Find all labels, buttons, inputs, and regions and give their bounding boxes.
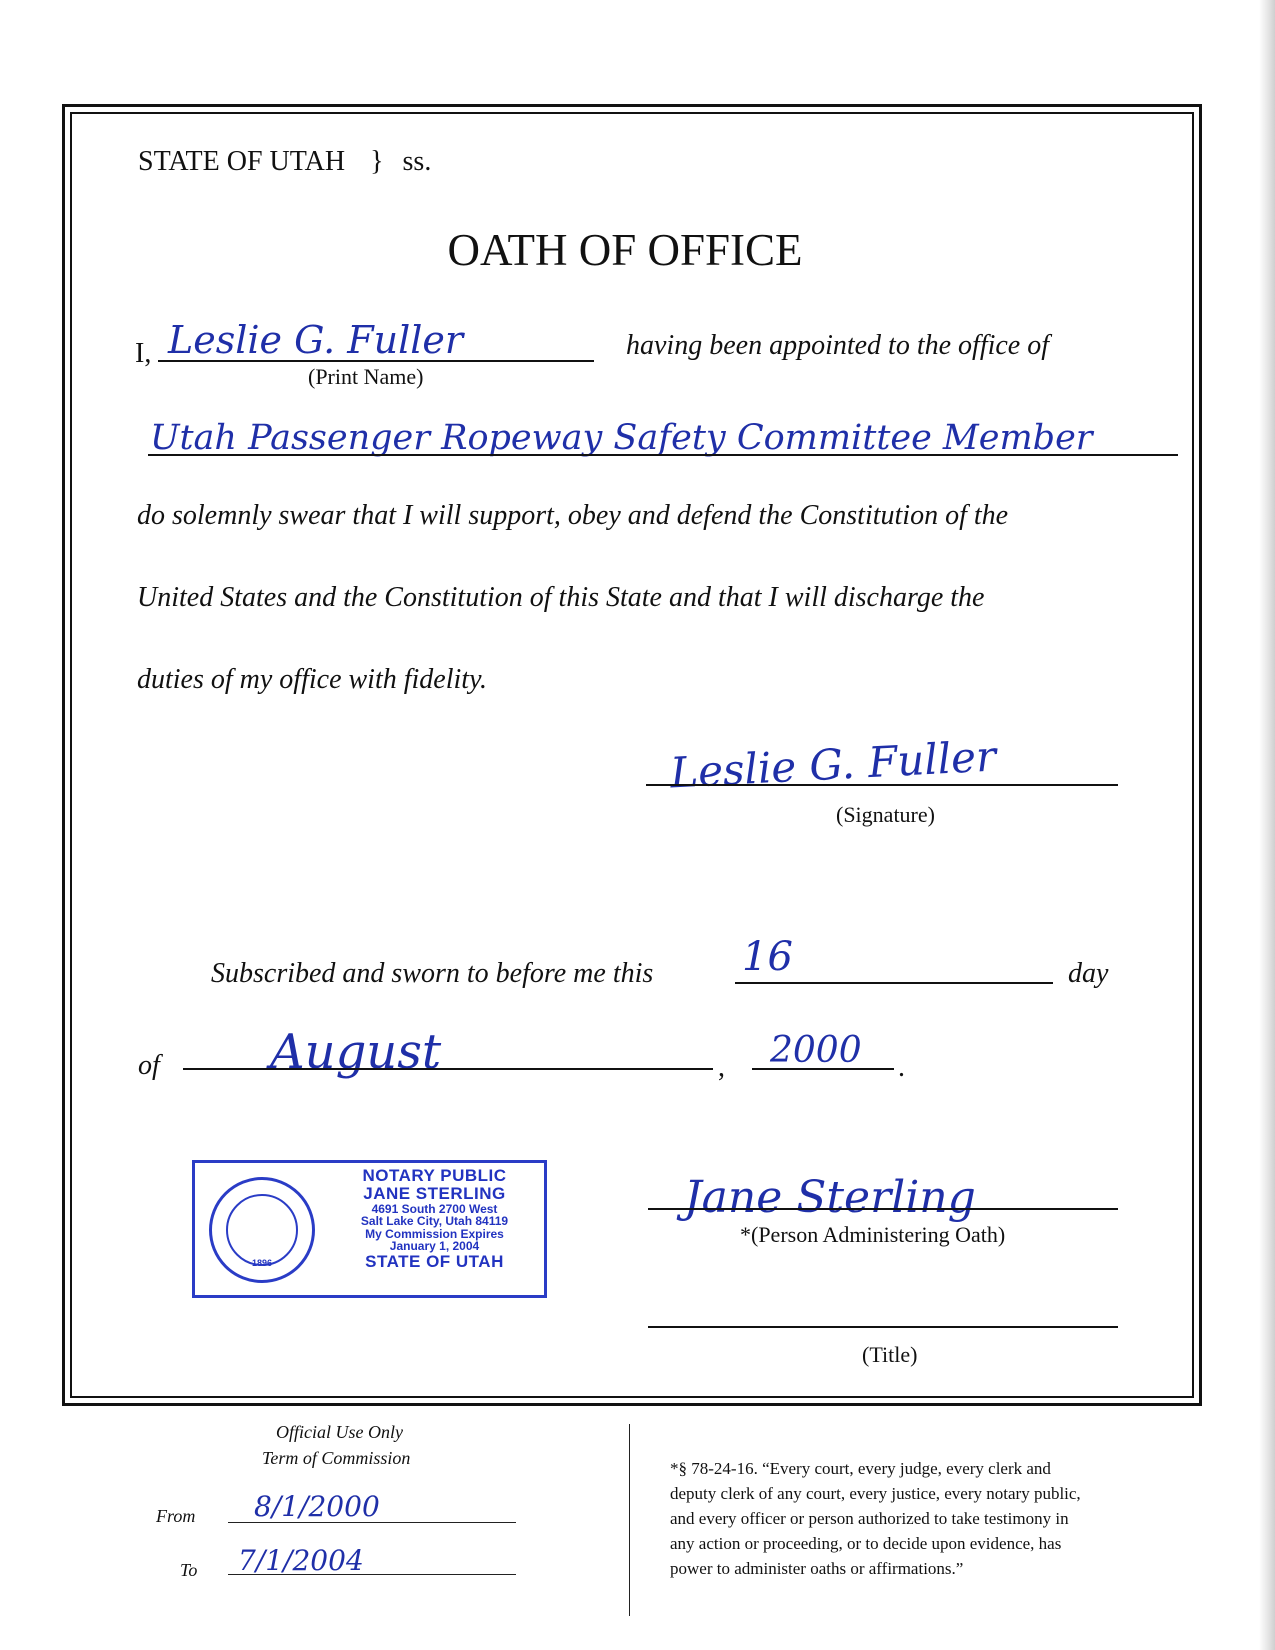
year-line: [752, 1068, 894, 1070]
seal-year: 1896: [251, 1258, 273, 1268]
name-line: [158, 360, 594, 362]
stamp-line-3: 4691 South 2700 West: [371, 1201, 498, 1216]
day-line: [735, 982, 1053, 984]
to-label: To: [180, 1560, 198, 1580]
to-value: 7/1/2004: [238, 1544, 364, 1577]
seal-emblem: [226, 1194, 298, 1266]
footnote-line-5: power to administer oaths or affirmations.”: [670, 1559, 964, 1578]
ss-label: ss.: [402, 146, 432, 177]
state-label: STATE OF UTAH: [138, 146, 346, 177]
signature-caption: (Signature): [836, 802, 935, 827]
stamp-line-1: NOTARY PUBLIC: [362, 1166, 507, 1185]
notary-stamp: [192, 1160, 547, 1298]
oath-signature: Leslie G. Fuller: [668, 731, 998, 798]
official-use-heading: Official Use Only: [276, 1422, 403, 1442]
footnote-line-1: *§ 78-24-16. “Every court, every judge, every clerk and: [670, 1459, 1051, 1478]
bottom-divider: [629, 1424, 630, 1616]
page-title: OATH OF OFFICE: [447, 225, 803, 275]
from-label: From: [156, 1506, 196, 1526]
day-value: 16: [742, 934, 793, 980]
month-value: August: [270, 1024, 442, 1080]
footnote-line-3: and every officer or person authorized to take testimony in: [670, 1509, 1069, 1528]
statute-footnote: [670, 1456, 1081, 1581]
month-comma: ,: [718, 1052, 725, 1083]
administering-caption: *(Person Administering Oath): [740, 1222, 1006, 1247]
year-period: .: [898, 1052, 905, 1083]
day-word: day: [1068, 958, 1109, 989]
stamp-text: [327, 1167, 542, 1271]
title-line: [648, 1326, 1118, 1328]
signature-line: [646, 784, 1118, 786]
administering-line: [648, 1208, 1118, 1210]
i-label: I,: [135, 338, 152, 369]
appointed-text: having been appointed to the office of: [626, 330, 1050, 361]
administering-signature: Jane Sterling: [684, 1172, 976, 1223]
stamp-line-7: STATE OF UTAH: [365, 1252, 504, 1272]
state-seal: [209, 1177, 315, 1283]
oath-line-3: duties of my office with fidelity.: [137, 664, 487, 695]
oath-line-2: United States and the Constitution of this State and that I will discharge the: [137, 582, 985, 613]
from-line: [228, 1522, 516, 1523]
footnote-line-2: deputy clerk of any court, every justice, every notary public,: [670, 1484, 1081, 1503]
term-heading: Term of Commission: [262, 1448, 411, 1468]
stamp-line-2: JANE STERLING: [363, 1183, 506, 1203]
state-heading: [138, 146, 431, 178]
brace: }: [370, 146, 384, 177]
oath-line-1: do solemnly swear that I will support, obey and defend the Constitution of the: [137, 500, 1009, 531]
to-line: [228, 1574, 516, 1575]
page-edge-shadow: [1259, 0, 1275, 1650]
title-caption: (Title): [862, 1342, 918, 1367]
subscribed-text: Subscribed and sworn to before me this: [211, 958, 654, 989]
of-word: of: [138, 1050, 160, 1081]
printed-name: Leslie G. Fuller: [168, 318, 464, 362]
stamp-line-4: Salt Lake City, Utah 84119: [360, 1214, 509, 1229]
year-value: 2000: [770, 1030, 862, 1071]
print-name-caption: (Print Name): [308, 364, 424, 389]
month-line: [183, 1068, 713, 1070]
footnote-line-4: any action or proceeding, or to decide upon evidence, has: [670, 1534, 1062, 1553]
stamp-line-6: January 1, 2004: [389, 1239, 480, 1254]
office-line: [148, 454, 1178, 456]
office-title: Utah Passenger Ropeway Safety Committee Member: [150, 418, 1093, 458]
stamp-line-5: My Commission Expires: [365, 1226, 504, 1241]
from-value: 8/1/2000: [254, 1490, 380, 1523]
